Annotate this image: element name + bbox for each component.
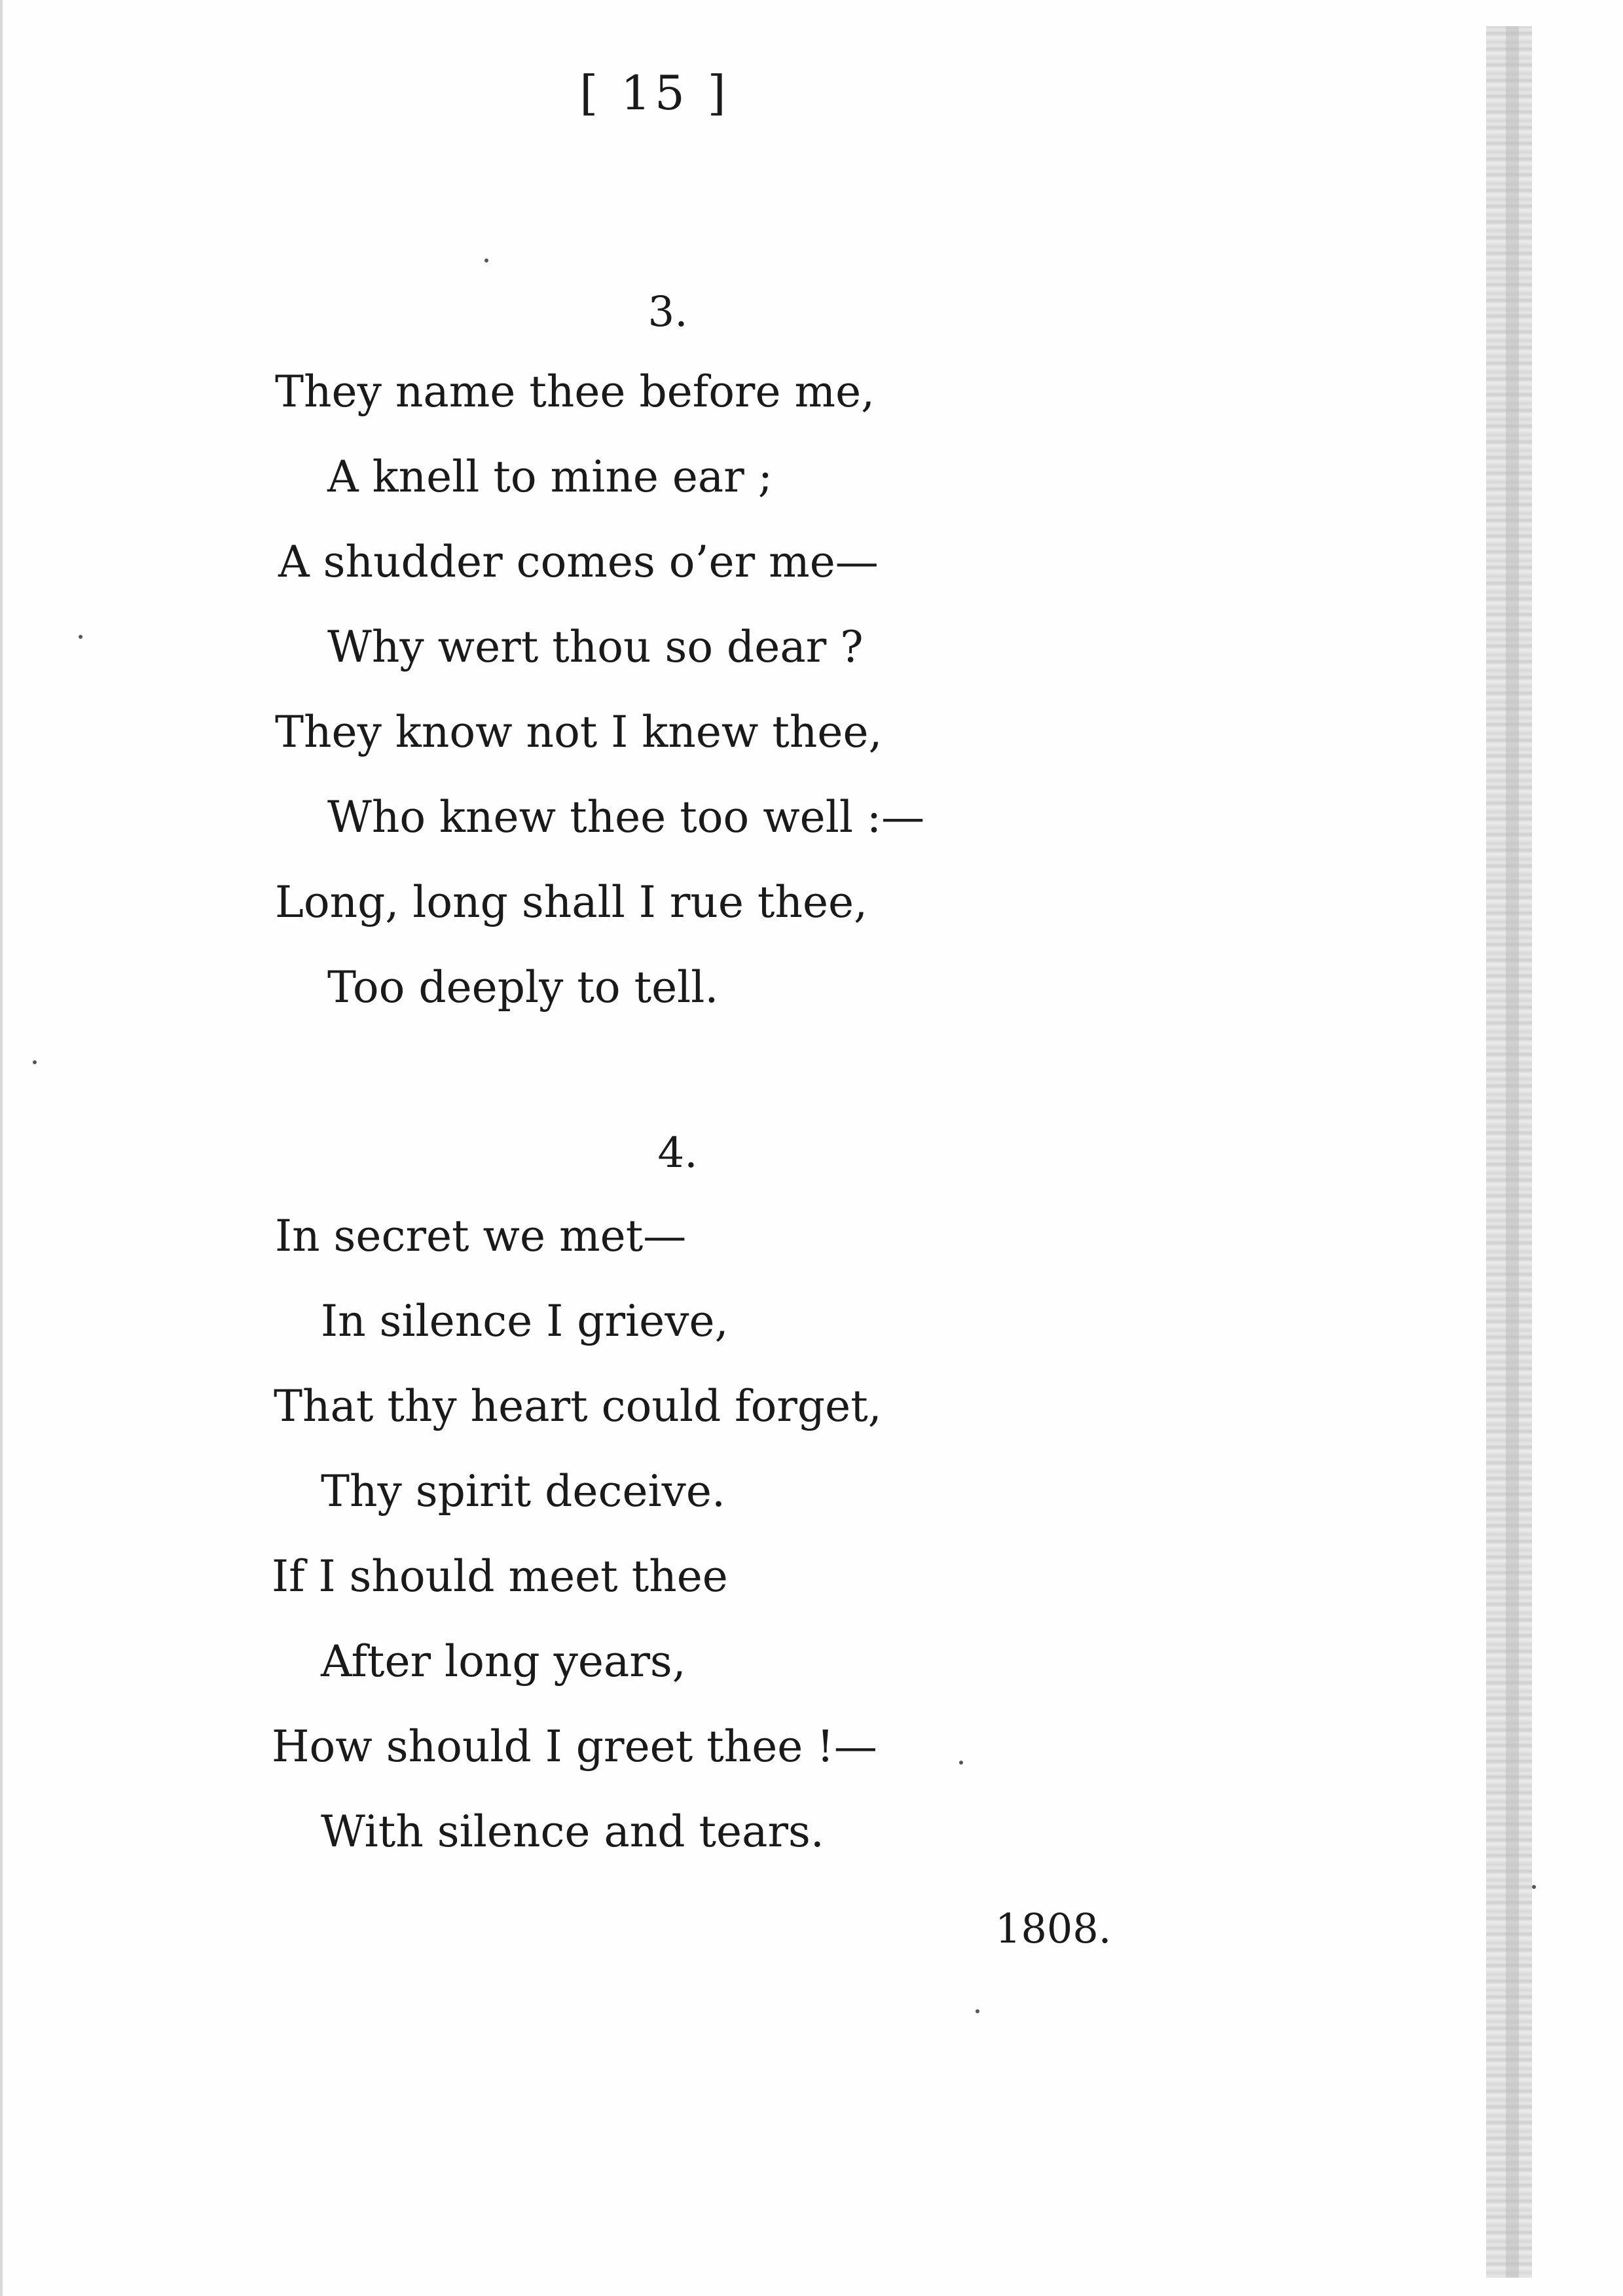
poem-line: In silence I grieve,: [321, 1296, 729, 1346]
poem-line: They know not I knew thee,: [275, 707, 883, 757]
scan-speck: [79, 635, 82, 639]
poem-line: Who knew thee too well :—: [327, 792, 925, 842]
poem-line: Long, long shall I rue thee,: [275, 877, 868, 927]
poem-line: In secret we met—: [275, 1211, 687, 1261]
scan-speck: [484, 259, 488, 262]
poem-line: If I should meet thee: [272, 1551, 728, 1602]
scan-speck: [976, 2009, 979, 2013]
poem-line: After long years,: [321, 1636, 686, 1687]
page-number: [ 15 ]: [579, 65, 730, 120]
scan-gutter-edge: [1506, 26, 1519, 2278]
stanza-number: 3.: [647, 288, 688, 336]
poem-date: 1808.: [995, 1905, 1112, 1952]
scan-speck: [33, 1060, 37, 1064]
stanza-number: 4.: [657, 1129, 698, 1177]
poem-line: How should I greet thee !—: [272, 1721, 877, 1772]
poem-line: A shudder comes o’er me—: [278, 537, 879, 587]
poem-line: With silence and tears.: [321, 1806, 824, 1857]
page-left-edge: [0, 0, 3, 2296]
poem-line: Thy spirit deceive.: [321, 1466, 725, 1516]
poem-line: They name thee before me,: [275, 367, 875, 417]
scan-speck: [959, 1761, 963, 1765]
poem-line: Too deeply to tell.: [327, 962, 719, 1013]
poem-line: A knell to mine ear ;: [327, 452, 773, 502]
poem-line: That thy heart could forget,: [274, 1381, 882, 1431]
poem-line: Why wert thou so dear ?: [327, 622, 864, 672]
scan-speck: [1532, 1885, 1536, 1889]
